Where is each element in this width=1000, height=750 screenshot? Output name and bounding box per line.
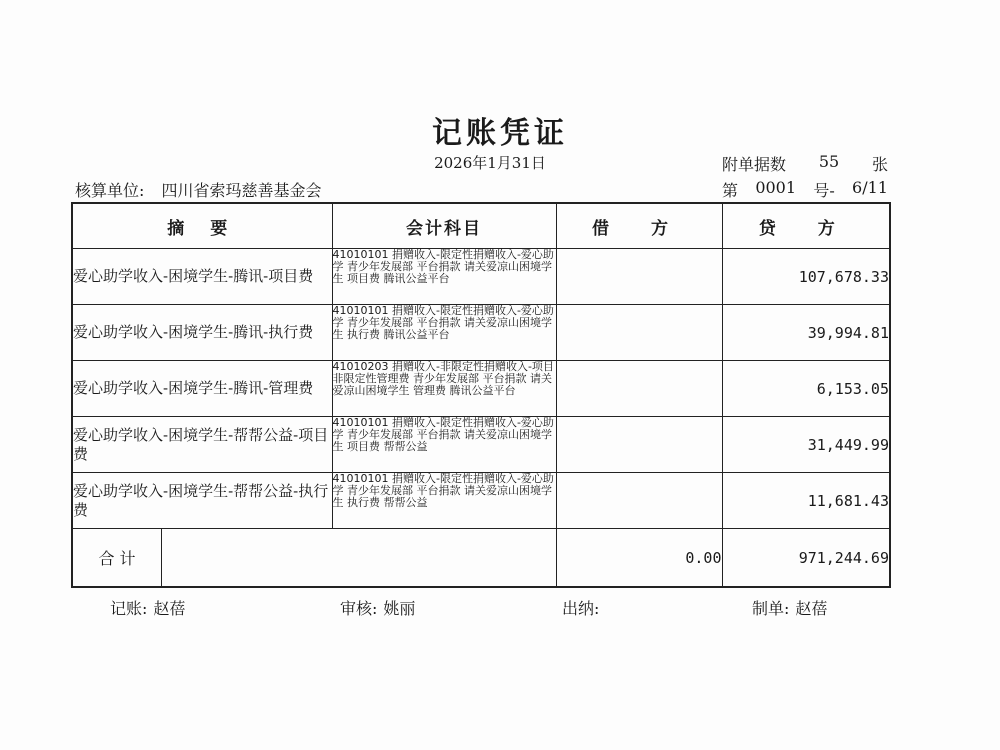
total-blank — [162, 529, 556, 586]
reviewer — [340, 596, 562, 619]
attachment-unit: 张 — [871, 155, 888, 174]
cashier-label: 出纳: — [562, 599, 600, 618]
row-credit: 6,153.05 — [722, 361, 890, 417]
row-account: 41010101 捐赠收入-限定性捐赠收入-爱心助学 青少年发展部 平台捐款 请关爱凉山困境学生 项目费 腾讯公益平台 — [332, 249, 556, 305]
row-account: 41010101 捐赠收入-限定性捐赠收入-爱心助学 青少年发展部 平台捐款 请关爱凉山困境学生 执行费 腾讯公益平台 — [332, 305, 556, 361]
row-debit — [556, 417, 722, 473]
preparer-label: 制单: — [752, 599, 790, 618]
voucher-number — [722, 178, 888, 201]
total-label: 合 计 — [73, 529, 162, 586]
header-account: 会计科目 — [332, 203, 556, 249]
bookkeeper-name: 赵蓓 — [153, 599, 186, 618]
cashier — [562, 596, 752, 619]
signature-row — [110, 596, 830, 619]
table-row — [72, 249, 890, 305]
unit-label: 核算单位: — [75, 181, 145, 200]
row-debit — [556, 361, 722, 417]
row-summary: 爱心助学收入-困境学生-腾讯-项目费 — [72, 249, 332, 305]
table-row — [72, 473, 890, 529]
total-label-cell — [72, 529, 556, 588]
bookkeeper-label: 记账: — [110, 599, 148, 618]
unit-name: 四川省索玛慈善基金会 — [161, 181, 322, 200]
preparer — [752, 596, 827, 619]
voucher-no-suffix: 号- — [813, 181, 835, 200]
attachment-label: 附单据数 — [722, 155, 787, 174]
header-debit: 借 方 — [556, 203, 722, 249]
row-summary: 爱心助学收入-困境学生-腾讯-管理费 — [72, 361, 332, 417]
voucher-no-prefix: 第 — [722, 181, 739, 200]
row-credit: 11,681.43 — [722, 473, 890, 529]
voucher-date: 2026年1月31日 — [434, 154, 546, 172]
row-debit — [556, 305, 722, 361]
header-row — [72, 203, 890, 249]
row-credit: 107,678.33 — [722, 249, 890, 305]
row-summary: 爱心助学收入-困境学生-帮帮公益-项目费 — [72, 417, 332, 473]
voucher-title: 记账凭证 — [432, 116, 568, 151]
table-row — [72, 305, 890, 361]
row-account: 41010203 捐赠收入-非限定性捐赠收入-项目非限定性管理费 青少年发展部 平台捐款 请关爱凉山困境学生 管理费 腾讯公益平台 — [332, 361, 556, 417]
header-summary: 摘 要 — [72, 203, 332, 249]
row-account: 41010101 捐赠收入-限定性捐赠收入-爱心助学 青少年发展部 平台捐款 请关爱凉山困境学生 执行费 帮帮公益 — [332, 473, 556, 529]
row-account: 41010101 捐赠收入-限定性捐赠收入-爱心助学 青少年发展部 平台捐款 请关爱凉山困境学生 项目费 帮帮公益 — [332, 417, 556, 473]
row-summary: 爱心助学收入-困境学生-腾讯-执行费 — [72, 305, 332, 361]
voucher-no-page: 6/11 — [852, 178, 888, 197]
total-row — [72, 529, 890, 588]
table-row — [72, 417, 890, 473]
total-debit: 0.00 — [556, 529, 722, 588]
accounting-unit — [75, 178, 322, 201]
reviewer-label: 审核: — [340, 599, 378, 618]
attachment-count — [722, 152, 888, 175]
bookkeeper — [110, 596, 340, 619]
voucher-no-number: 0001 — [755, 178, 797, 197]
voucher-table — [71, 202, 891, 588]
row-credit: 31,449.99 — [722, 417, 890, 473]
row-debit — [556, 473, 722, 529]
header-credit: 贷 方 — [722, 203, 890, 249]
row-credit: 39,994.81 — [722, 305, 890, 361]
attachment-number: 55 — [818, 152, 840, 171]
table-row — [72, 361, 890, 417]
total-credit: 971,244.69 — [722, 529, 890, 588]
preparer-name: 赵蓓 — [795, 599, 828, 618]
row-summary: 爱心助学收入-困境学生-帮帮公益-执行费 — [72, 473, 332, 529]
reviewer-name: 姚丽 — [383, 599, 416, 618]
row-debit — [556, 249, 722, 305]
